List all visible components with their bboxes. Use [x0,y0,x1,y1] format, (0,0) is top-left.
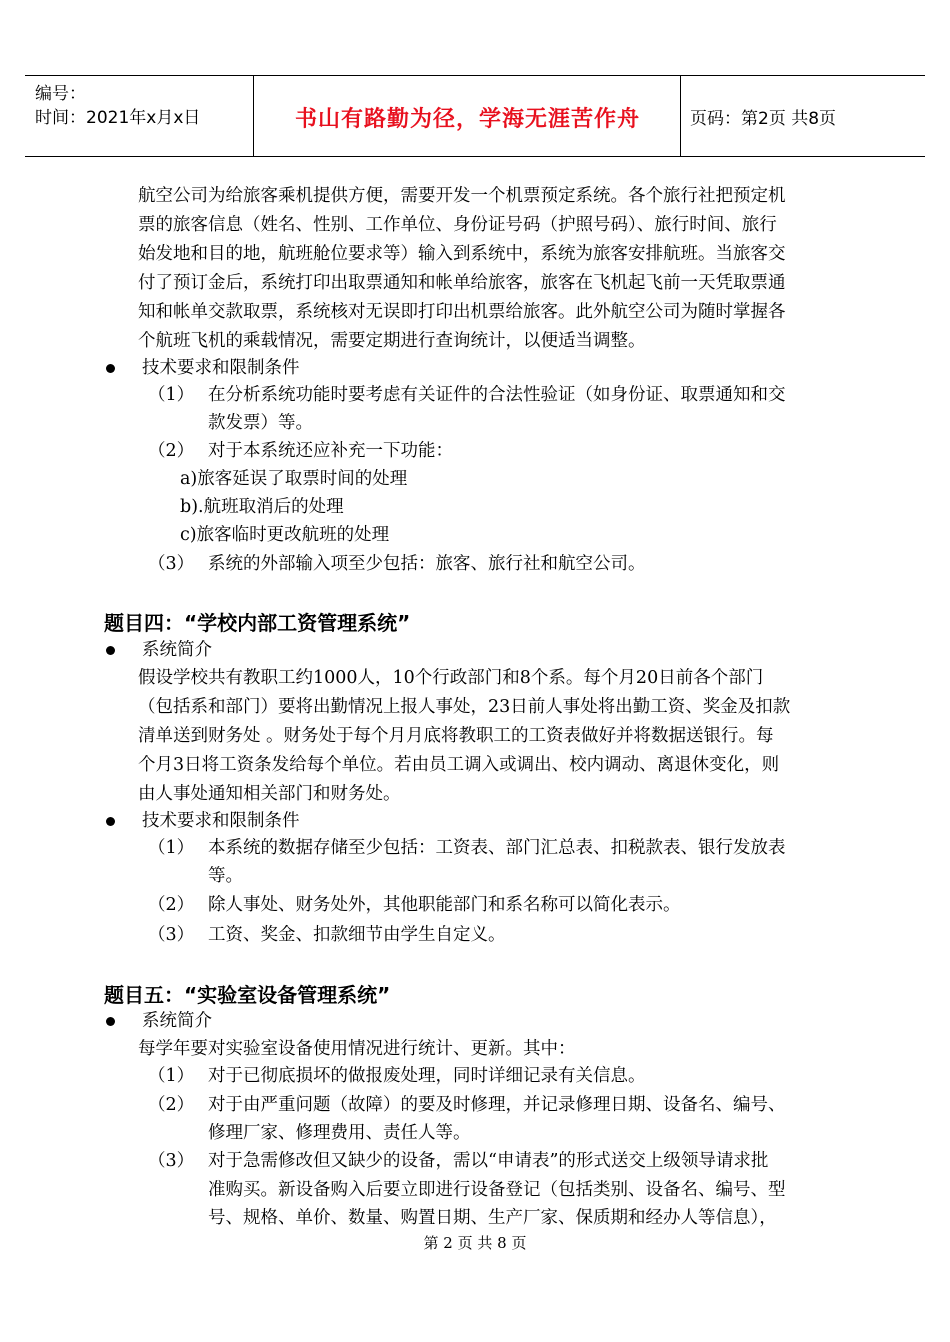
s4-intro-line-1: 假设学校共有教职工约1000人，10个行政部门和8个系。每个月20日前各个部门 [138,668,764,688]
s5-item2-line2: 修理厂家、修理费用、责任人等。 [208,1123,471,1143]
bullet-icon [106,1017,115,1026]
s5-item2-num: （2） [148,1095,195,1115]
s4-intro-heading: 系统简介 [142,640,212,660]
s5-item2-line1: 对于由严重问题（故障）的要及时修理，并记录修理日期、设备名、编号、 [208,1095,786,1115]
s4-item1-line1: 本系统的数据存储至少包括：工资表、部门汇总表、扣税款表、银行发放表 [208,838,786,858]
s4-intro-line-2: （包括系和部门）要将出勤情况上报人事处，23日前人事处将出勤工资、奖金及扣款 [138,697,791,717]
s4-intro-line-3: 清单送到财务处 。财务处于每个月月底将教职工的工资表做好并将数据送银行。每 [138,726,774,746]
s4-heading: 题目四：“学校内部工资管理系统” [104,611,411,635]
s5-intro-line: 每学年要对实验室设备使用情况进行统计、更新。其中： [138,1039,576,1059]
s5-intro-heading: 系统简介 [142,1011,212,1031]
s5-heading: 题目五：“实验室设备管理系统” [104,983,391,1007]
s3-sub-a: a)旅客延误了取票时间的处理 [180,469,408,489]
s3-item2-num: （2） [148,441,195,461]
s3-item1-num: （1） [148,385,195,405]
s4-item1-num: （1） [148,838,195,858]
s5-item3-line3: 号、规格、单价、数量、购置日期、生产厂家、保质期和经办人等信息）， [208,1208,777,1228]
s3-item1-line2: 款发票）等。 [208,413,313,433]
bullet-icon [106,646,115,655]
s3-sub-c: c)旅客临时更改航班的处理 [180,525,390,545]
s3-intro-line-2: 票的旅客信息（姓名、性别、工作单位、身份证号码（护照号码）、旅行时间、旅行 [138,215,777,235]
s3-intro-line-6: 个航班飞机的乘载情况，需要定期进行查询统计，以便适当调整。 [138,331,646,351]
s4-item1-line2: 等。 [208,866,243,886]
s4-item3-num: （3） [148,925,195,945]
s5-item3-line1: 对于急需修改但又缺少的设备，需以“申请表”的形式送交上级领导请求批 [208,1151,769,1171]
s4-tech-heading: 技术要求和限制条件 [142,811,300,831]
s3-tech-heading: 技术要求和限制条件 [142,358,300,378]
header-motto: 书山有路勤为径，学海无涯苦作舟 [294,107,640,132]
s3-intro-line-5: 知和帐单交款取票，系统核对无误即打印出机票给旅客。此外航空公司为随时掌握各 [138,302,786,322]
s3-intro-line-1: 航空公司为给旅客乘机提供方便，需要开发一个机票预定系统。各个旅行社把预定机 [138,186,786,206]
s4-item2-num: （2） [148,895,195,915]
header-time-label: 时间：2021年x月x日 [35,108,201,128]
s5-item1-num: （1） [148,1066,195,1086]
s4-intro-line-5: 由人事处通知相关部门和财务处。 [138,784,401,804]
s3-item3-line1: 系统的外部输入项至少包括：旅客、旅行社和航空公司。 [208,554,646,574]
header-meta [35,82,200,130]
s3-item2-line1: 对于本系统还应补充一下功能： [208,441,453,461]
header-divider-right [680,76,681,156]
page-header [25,75,925,157]
s5-item3-num: （3） [148,1151,195,1171]
s5-item1-line1: 对于已彻底损坏的做报废处理，同时详细记录有关信息。 [208,1066,646,1086]
bullet-icon [106,364,115,373]
s3-sub-b: b).航班取消后的处理 [180,497,344,517]
s3-item3-num: （3） [148,554,195,574]
s4-intro-line-4: 个月3日将工资条发给每个单位。若由员工调入或调出、校内调动、离退休变化，则 [138,755,780,775]
s4-item2-line1: 除人事处、财务处外，其他职能部门和系名称可以简化表示。 [208,895,681,915]
header-page-label: 页码：第2页 共8页 [690,109,837,129]
page-footer: 第 2 页 共 8 页 [423,1234,527,1252]
s3-intro-line-3: 始发地和目的地，航班舱位要求等）输入到系统中，系统为旅客安排航班。当旅客交 [138,244,786,264]
s3-item1-line1: 在分析系统功能时要考虑有关证件的合法性验证（如身份证、取票通知和交 [208,385,786,405]
s4-item3-line1: 工资、奖金、扣款细节由学生自定义。 [208,925,506,945]
header-divider-left [253,76,254,156]
header-number-label: 编号： [35,84,86,104]
s3-intro-line-4: 付了预订金后，系统打印出取票通知和帐单给旅客，旅客在飞机起飞前一天凭取票通 [138,273,786,293]
s5-item3-line2: 准购买。新设备购入后要立即进行设备登记（包括类别、设备名、编号、型 [208,1180,786,1200]
bullet-icon [106,817,115,826]
